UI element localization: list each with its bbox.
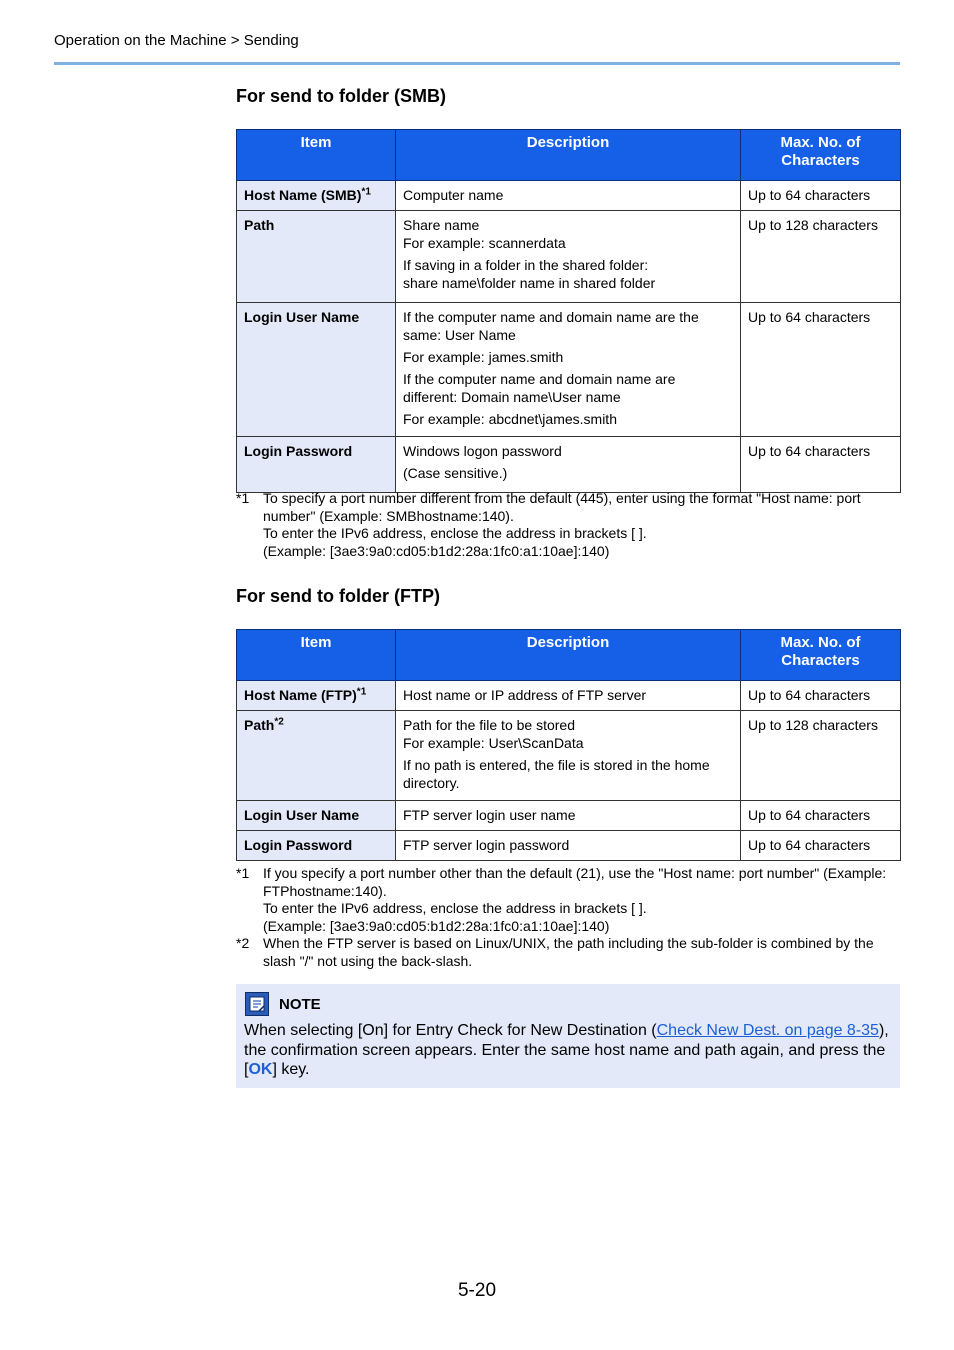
row-max-chars: Up to 64 characters [741,681,901,711]
column-header-item: Item [237,130,396,181]
table-row [237,303,901,437]
row-item: Path$^{*2}$ [237,711,396,801]
table-row [237,801,901,831]
column-header-description: Description [396,630,741,681]
row-item: Login Password [237,831,396,861]
footnote-ref: *1 [361,186,371,198]
footnote-ref: *1 [356,686,367,698]
row-description: FTP server login user name [396,801,741,831]
row-description: Windows logon password (Case sensitive.) [396,437,741,493]
page-number: 5-20 [457,1280,497,1301]
footnote-text: When the FTP server is based on Linux/UNIX, the path including the sub-folder is combined by the slash "/" not using the back-slash. [263,935,874,969]
row-description: Share name For example: scannerdata If saving in a folder in the shared folder: share name\folder name in shared folder [396,211,741,303]
ok-key-label: OK [248,1061,273,1078]
footnote-mark: *1 [236,865,250,881]
note-text: When selecting [On] for Entry Check for New Destination (Check New Dest. on page 8-35), the confirmation screen appears. Enter the same host name and path again, and press the [OK] key. [244,1022,889,1078]
table-row [237,831,901,861]
note-icon [245,992,269,1016]
row-max-chars: Up to 64 characters [741,831,901,861]
footnote-text: To enter the IPv6 address, enclose the address in brackets [ ]. [263,525,647,541]
row-max-chars: Up to 128 characters [741,211,901,303]
footnote-mark: *1 [236,490,250,506]
footnote-text: (Example: [3ae3:9a0:cd05:b1d2:28a:1fc0:a1:10ae]:140) [263,542,610,559]
note-title: NOTE [279,995,321,1013]
row-description: Computer name [396,181,741,211]
row-description: Path for the file to be stored For example: User\ScanData If no path is entered, the file is stored in the home directory. [396,711,741,801]
footnote-text: (Example: [3ae3:9a0:cd05:b1d2:28a:1fc0:a1:10ae]:140) [263,917,610,934]
row-max-chars: Up to 64 characters [741,303,901,437]
smb-footnotes [236,490,900,560]
row-max-chars: Up to 64 characters [741,801,901,831]
smb-section-title: For send to folder (SMB) [236,86,446,106]
row-item: Host Name (FTP)$^{*1}$ [237,681,396,711]
footnote-text: To specify a port number different from the default (445), enter using the format "Host name: port number" (Example: SMBhostname:140). [263,490,861,524]
ftp-section-title: For send to folder (FTP) [236,586,440,606]
table-row [237,437,901,493]
row-max-chars: Up to 64 characters [741,181,901,211]
table-header-row [237,630,901,681]
footnote-mark: *2 [236,935,250,951]
column-header-description: Description [396,130,741,181]
footnote [236,935,900,970]
row-item: Login User Name [237,801,396,831]
row-description: If the computer name and domain name are the same: User Name For example: james.smith If the computer name and domain name are different: Domain name\User name For example: abcdnet\james.smith [396,303,741,437]
table-row [237,211,901,303]
row-description: Host name or IP address of FTP server [396,681,741,711]
ftp-table [236,629,901,861]
footnote-text: If you specify a port number other than the default (21), use the "Host name: port number" (Example: FTPhostname:140). [263,865,887,899]
column-header-max-chars: Max. No. of Characters [741,630,901,681]
table-row [237,181,901,211]
row-item: Path [237,211,396,303]
row-item: Login User Name [237,303,396,437]
row-description: FTP server login password [396,831,741,861]
table-header-row [237,130,901,181]
row-max-chars: Up to 64 characters [741,437,901,493]
smb-table [236,129,901,493]
row-item: Host Name (SMB)$^{*1}$ [237,181,396,211]
ftp-footnotes [236,865,900,970]
header-rule [54,62,900,65]
column-header-item: Item [237,630,396,681]
table-row [237,711,901,801]
footnote [236,865,900,935]
table-row [237,681,901,711]
footnote-text: To enter the IPv6 address, enclose the address in brackets [ ]. [263,900,647,916]
column-header-max-chars: Max. No. of Characters [741,130,901,181]
footnote [236,490,900,560]
row-max-chars: Up to 128 characters [741,711,901,801]
breadcrumb: Operation on the Machine > Sending [54,32,299,49]
note-box [236,984,900,1088]
footnote-ref: *2 [274,716,284,728]
check-new-dest-link[interactable]: Check New Dest. on page 8-35 [656,1022,879,1039]
row-item: Login Password [237,437,396,493]
